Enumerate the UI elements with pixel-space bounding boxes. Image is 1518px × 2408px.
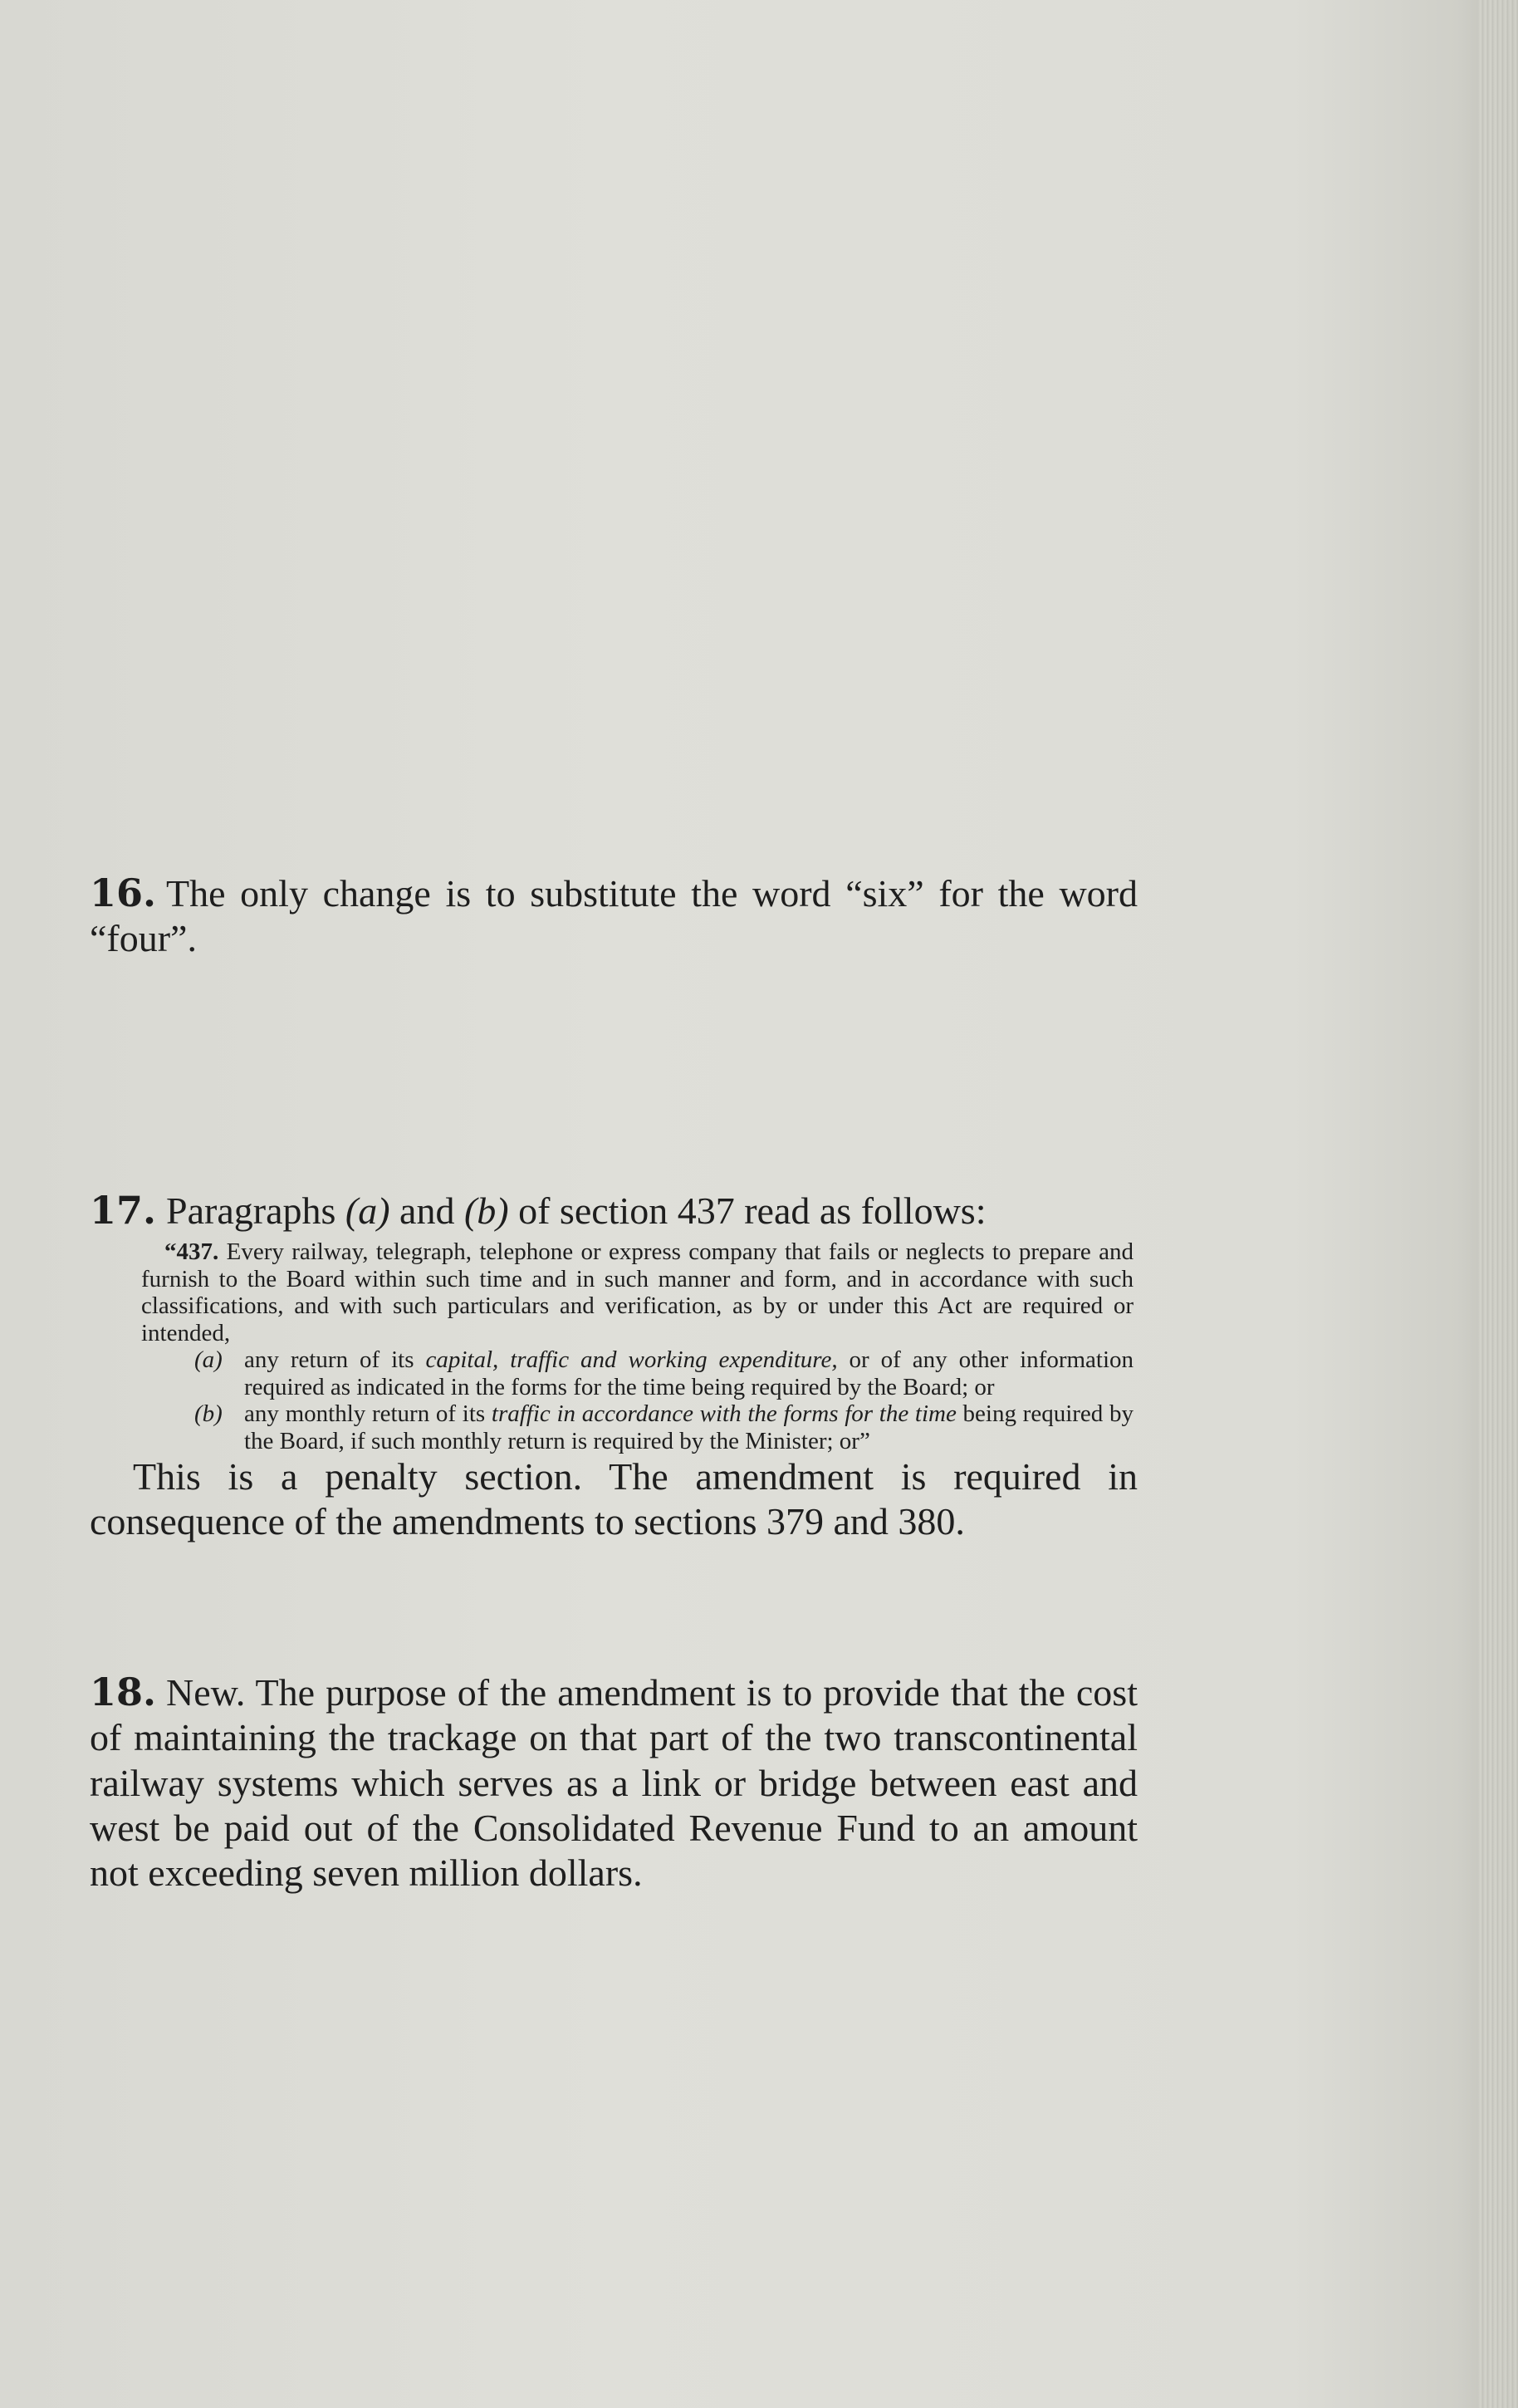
note-16-text: The only change is to substitute the word “six” for the word “four”.	[90, 872, 1138, 960]
quoted-section-437	[141, 1238, 1134, 1454]
paragraph-b-label: (b)	[194, 1400, 223, 1428]
note-17-explanation: This is a penalty section. The amendment is required in consequence of the amendments to sections 379 and 380.	[90, 1455, 1138, 1543]
paragraph-a-text	[244, 1346, 1134, 1400]
quoted-section-lead	[141, 1238, 1134, 1346]
note-17-intro	[90, 1188, 1138, 1233]
paragraph-b-pre: any monthly return of its	[244, 1400, 492, 1428]
note-18-number: 18.	[90, 1670, 157, 1714]
note-17-intro-text-a: Paragraphs	[166, 1189, 345, 1232]
note-17-number: 17.	[90, 1188, 157, 1233]
quoted-section-number: “437.	[164, 1238, 219, 1266]
page-edge-shadow	[1478, 0, 1518, 2408]
quoted-paragraph-b	[194, 1400, 1134, 1454]
paragraph-a-italic: capital, traffic and working expenditure,	[425, 1346, 838, 1374]
note-17-label-b: (b)	[463, 1189, 509, 1232]
paragraph-a-pre: any return of its	[244, 1346, 426, 1374]
paragraph-a-label: (a)	[194, 1346, 223, 1374]
paragraph-b-text	[244, 1400, 1134, 1454]
explanatory-note-18	[90, 1670, 1138, 1896]
note-18-text: New. The purpose of the amendment is to provide that the cost of maintaining the trackage on that part of the two transcontinental railway systems which serves as a link or bridge between east and west be paid out of the Consolidated Revenue Fund to an amount not exceeding seven million dollars.	[90, 1671, 1138, 1895]
explanatory-note-17	[90, 1188, 1138, 1545]
paragraph-a-post: or of any other information required as indicated in the forms for the time being required by the Board; or	[244, 1346, 1134, 1400]
note-17-label-a: (a)	[345, 1189, 390, 1232]
quoted-paragraph-a	[194, 1346, 1134, 1400]
note-18-paragraph	[90, 1670, 1138, 1896]
note-17-intro-text-end: of section 437 read as follows:	[508, 1189, 987, 1232]
explanatory-note-16	[90, 871, 1138, 962]
paragraph-b-post: being required by the Board, if such monthly return is required by the Minister; or”	[244, 1400, 1134, 1454]
note-17-intro-text-mid: and	[389, 1189, 464, 1232]
paragraph-b-italic: traffic in accordance with the forms for the time	[491, 1400, 957, 1428]
note-16-paragraph	[90, 871, 1138, 962]
quoted-section-lead-text: Every railway, telegraph, telephone or express company that fails or neglects to prepare and furnish to the Board within such time and in such manner and form, and in accordance with such classifications, and with such particulars and verification, as by or under this Act are required or intended,	[141, 1238, 1134, 1346]
note-16-number: 16.	[90, 871, 157, 915]
